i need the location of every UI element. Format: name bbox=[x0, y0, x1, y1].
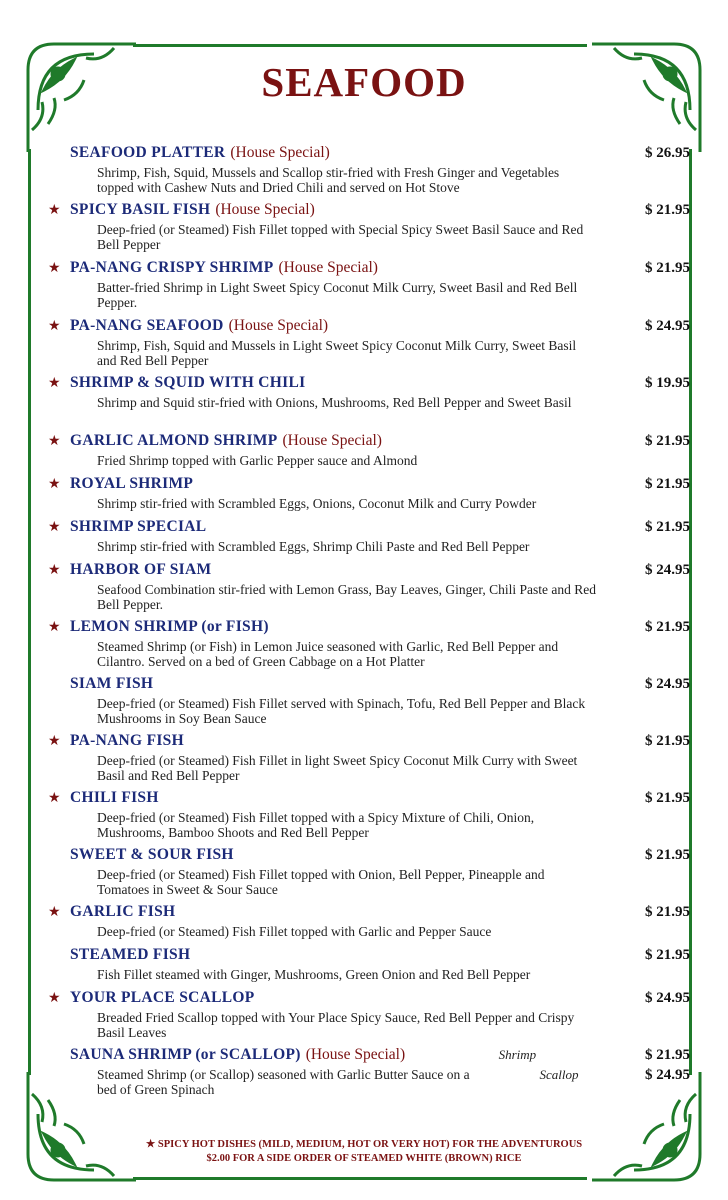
menu-item bbox=[48, 618, 690, 669]
spicy-star-icon: ★ bbox=[48, 791, 61, 806]
spicy-star-icon: ★ bbox=[48, 905, 61, 920]
spicy-star-icon: ★ bbox=[48, 563, 61, 578]
house-special-label: (House Special) bbox=[230, 144, 330, 161]
border-left-line bbox=[28, 149, 31, 1075]
menu-item bbox=[48, 789, 690, 840]
item-name: SPICY BASIL FISH bbox=[70, 201, 211, 218]
item-description: Shrimp, Fish, Squid, Mussels and Scallop stir-fried with Fresh Ginger and Vegetables topped with Cashew Nuts and Dried Chili and served on Hot Stove bbox=[97, 165, 560, 195]
item-description: Deep-fried (or Steamed) Fish Fillet in light Sweet Spicy Coconut Milk Curry with Sweet Basil and Red Bell Pepper bbox=[97, 753, 578, 783]
menu-item bbox=[48, 518, 690, 554]
menu-item bbox=[48, 144, 690, 195]
item-name: STEAMED FISH bbox=[70, 946, 191, 963]
item-name: LEMON SHRIMP (or FISH) bbox=[70, 618, 269, 635]
item-price: $ 21.95 bbox=[645, 947, 690, 963]
border-top-line bbox=[133, 44, 587, 47]
item-description: Deep-fried (or Steamed) Fish Fillet topped with Garlic and Pepper Sauce bbox=[97, 924, 492, 939]
item-description: Shrimp and Squid stir-fried with Onions, Mushrooms, Red Bell Pepper and Sweet Basil bbox=[97, 395, 572, 410]
menu-item bbox=[48, 732, 690, 783]
item-name: SHRIMP SPECIAL bbox=[70, 518, 207, 535]
item-description: Deep-fried (or Steamed) Fish Fillet topped with a Spicy Mixture of Chili, Onion, Mushrooms, Bamboo Shoots and Red Bell Pepper bbox=[97, 810, 535, 840]
page-title: SEAFOOD bbox=[261, 59, 467, 105]
item-name: PA-NANG CRISPY SHRIMP bbox=[70, 259, 274, 276]
item-description: Deep-fried (or Steamed) Fish Fillet served with Spinach, Tofu, Red Bell Pepper and Black Mushrooms in Soy Bean Sauce bbox=[97, 696, 586, 726]
item-name: CHILI FISH bbox=[70, 789, 159, 806]
footer-line-2: $2.00 FOR A SIDE ORDER OF STEAMED WHITE (BROWN) RICE bbox=[206, 1153, 522, 1164]
menu-item bbox=[48, 317, 690, 368]
item-name: GARLIC FISH bbox=[70, 903, 176, 920]
item-description: Fried Shrimp topped with Garlic Pepper sauce and Almond bbox=[97, 453, 418, 468]
spicy-star-icon: ★ bbox=[48, 203, 61, 218]
item-description: Breaded Fried Scallop topped with Your Place Spicy Sauce, Red Bell Pepper and Crispy Basil Leaves bbox=[97, 1010, 575, 1040]
item-price: $ 24.95 bbox=[645, 990, 690, 1006]
item-price: $ 21.95 bbox=[645, 476, 690, 492]
item-name: SEAFOOD PLATTER bbox=[70, 144, 226, 161]
item-description: Seafood Combination stir-fried with Lemon Grass, Bay Leaves, Ginger, Chili Paste and Red Bell Pepper. bbox=[97, 582, 596, 612]
menu-item bbox=[48, 201, 690, 252]
spicy-star-icon: ★ bbox=[48, 734, 61, 749]
spicy-star-icon: ★ bbox=[48, 477, 61, 492]
item-price: $ 24.95 bbox=[645, 676, 690, 692]
menu-item bbox=[48, 946, 690, 982]
item-price: $ 26.95 bbox=[645, 145, 690, 161]
spicy-star-icon: ★ bbox=[48, 620, 61, 635]
item-name: SWEET & SOUR FISH bbox=[70, 846, 234, 863]
item-name: HARBOR OF SIAM bbox=[70, 561, 212, 578]
item-description: Steamed Shrimp (or Fish) in Lemon Juice seasoned with Garlic, Red Bell Pepper and Cilantro. Served on a bed of Green Cabbage on a Hot Platter bbox=[97, 639, 559, 669]
menu-item bbox=[48, 475, 690, 511]
menu-item bbox=[48, 561, 690, 612]
house-special-label: (House Special) bbox=[305, 1046, 406, 1063]
item-price: $ 21.95 bbox=[645, 904, 690, 920]
item-price: $ 21.95 bbox=[645, 260, 690, 276]
house-special-label: (House Special) bbox=[228, 317, 329, 334]
item-description: Steamed Shrimp (or Scallop) seasoned with Garlic Butter Sauce on a bed of Green Spinach bbox=[97, 1067, 470, 1097]
item-price: $ 21.95 bbox=[645, 847, 690, 863]
item-price: $ 21.95 bbox=[645, 433, 690, 449]
item-description: Deep-fried (or Steamed) Fish Fillet topped with Onion, Bell Pepper, Pineapple and Tomatoes in Sweet & Sour Sauce bbox=[97, 867, 545, 897]
item-price: $ 19.95 bbox=[645, 375, 690, 391]
item-description: Deep-fried (or Steamed) Fish Fillet topped with Special Spicy Sweet Basil Sauce and Red Bell Pepper bbox=[97, 222, 584, 252]
item-name: PA-NANG SEAFOOD bbox=[70, 317, 224, 334]
house-special-label: (House Special) bbox=[215, 201, 315, 218]
item-name: SIAM FISH bbox=[70, 675, 154, 692]
spicy-star-icon: ★ bbox=[48, 520, 61, 535]
item-name: YOUR PLACE SCALLOP bbox=[70, 989, 255, 1006]
menu-item bbox=[48, 675, 690, 726]
item-description: Shrimp, Fish, Squid and Mussels in Light Sweet Spicy Coconut Milk Curry, Sweet Basil and Red Bell Pepper bbox=[97, 338, 577, 368]
shrimp-price: $ 21.95 bbox=[644, 1047, 690, 1063]
spicy-star-icon: ★ bbox=[48, 376, 61, 391]
item-description: Shrimp stir-fried with Scrambled Eggs, Shrimp Chili Paste and Red Bell Pepper bbox=[97, 539, 530, 554]
item-price: $ 21.95 bbox=[645, 202, 690, 218]
item-price: $ 24.95 bbox=[645, 318, 690, 334]
footer-line-1: SPICY HOT DISHES (MILD, MEDIUM, HOT OR VERY HOT) FOR THE ADVENTUROUS bbox=[157, 1139, 583, 1150]
house-special-label: (House Special) bbox=[282, 432, 382, 449]
house-special-label: (House Special) bbox=[278, 259, 378, 276]
border-bottom-line bbox=[133, 1177, 587, 1180]
item-price: $ 21.95 bbox=[645, 619, 690, 635]
menu-item bbox=[48, 989, 690, 1040]
scallop-price: $ 24.95 bbox=[645, 1067, 690, 1083]
menu-item bbox=[48, 846, 690, 897]
item-description: Fish Fillet steamed with Ginger, Mushrooms, Green Onion and Red Bell Pepper bbox=[97, 967, 531, 982]
menu-item bbox=[48, 1046, 690, 1097]
item-price: $ 21.95 bbox=[645, 519, 690, 535]
footer-note bbox=[0, 1138, 728, 1166]
item-name: SAUNA SHRIMP (or SCALLOP) bbox=[70, 1046, 301, 1063]
spicy-star-icon: ★ bbox=[48, 991, 61, 1006]
item-price: $ 24.95 bbox=[645, 562, 690, 578]
menu-item bbox=[48, 903, 690, 939]
item-name: GARLIC ALMOND SHRIMP bbox=[70, 432, 278, 449]
menu-item bbox=[48, 259, 690, 310]
item-price: $ 21.95 bbox=[645, 733, 690, 749]
item-name: PA-NANG FISH bbox=[70, 732, 184, 749]
shrimp-label: Shrimp bbox=[498, 1047, 537, 1062]
item-description: Shrimp stir-fried with Scrambled Eggs, Onions, Coconut Milk and Curry Powder bbox=[97, 496, 537, 511]
menu-item bbox=[48, 432, 690, 468]
scallop-label: Scallop bbox=[539, 1067, 579, 1082]
spicy-star-icon: ★ bbox=[48, 434, 61, 449]
item-description: Batter-fried Shrimp in Light Sweet Spicy Coconut Milk Curry, Sweet Basil and Red Bell Pepper. bbox=[97, 280, 578, 310]
spicy-star-icon: ★ bbox=[48, 261, 61, 276]
item-price: $ 21.95 bbox=[645, 790, 690, 806]
menu-item bbox=[48, 374, 690, 410]
spicy-star-icon: ★ bbox=[145, 1139, 156, 1150]
spicy-star-icon: ★ bbox=[48, 319, 61, 334]
item-name: SHRIMP & SQUID WITH CHILI bbox=[70, 374, 306, 391]
item-name: ROYAL SHRIMP bbox=[70, 475, 194, 492]
